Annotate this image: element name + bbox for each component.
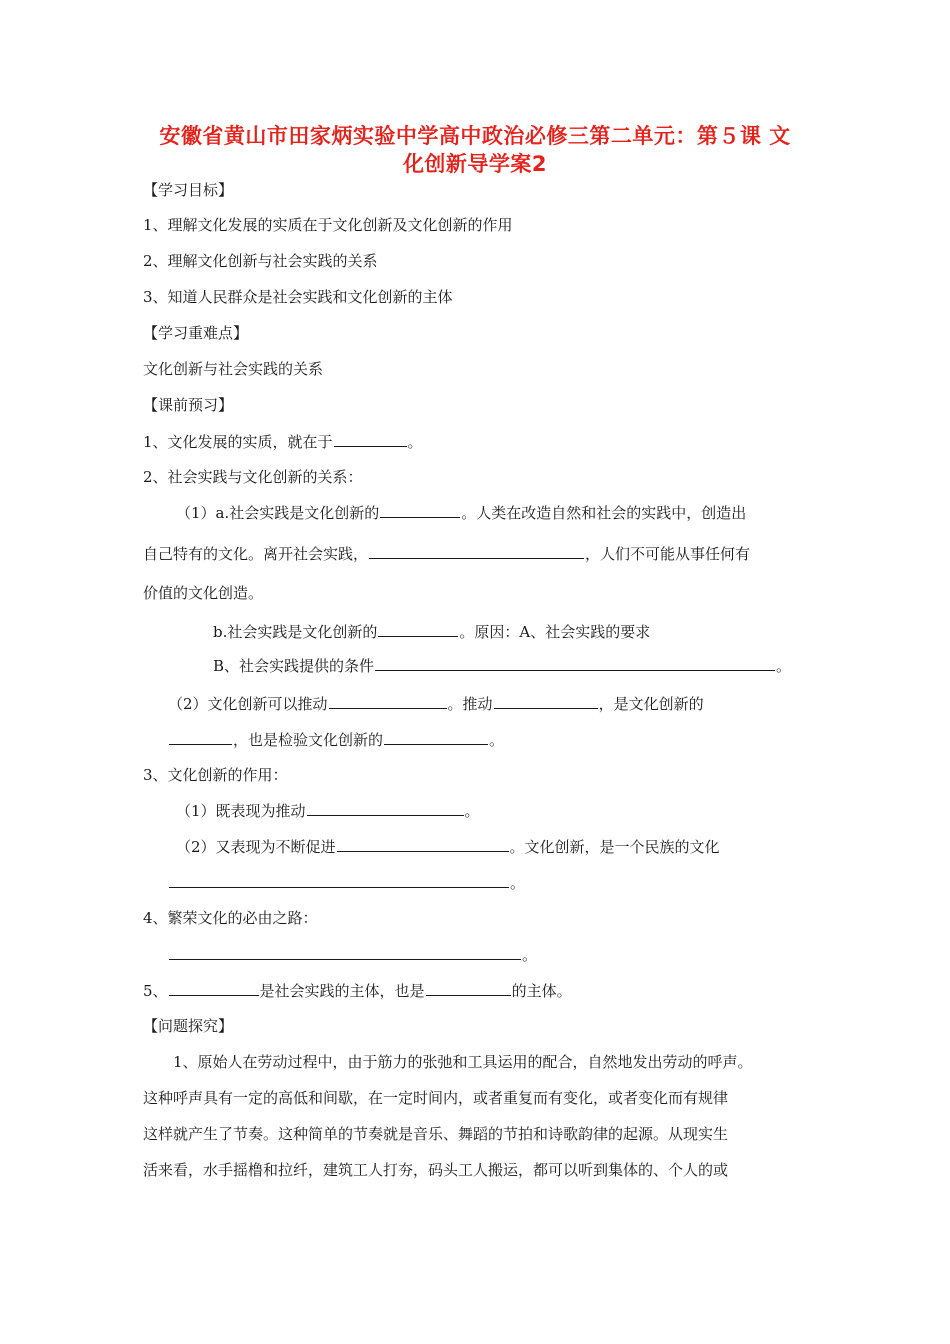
question-text: 。推动 (447, 695, 493, 713)
question-text: 5、 (143, 982, 168, 1000)
paragraph-line: 活来看，水手摇橹和拉纤，建筑工人打夯，码头工人搬运，都可以听到集体的、个人的或 (143, 1161, 729, 1179)
objectives-heading: 【学习目标】 (143, 181, 234, 199)
answer-blank[interactable] (169, 980, 259, 996)
answer-blank[interactable] (169, 729, 232, 745)
explore-heading: 【问题探究】 (143, 1017, 234, 1035)
question-3-1 (176, 800, 480, 821)
objective-item: 3、知道人民群众是社会实践和文化创新的主体 (143, 288, 453, 306)
question-text: ，人们不可能从事任何有 (585, 545, 751, 563)
objective-item: 2、理解文化创新与社会实践的关系 (143, 252, 378, 270)
question-text: ，是文化创新的 (598, 695, 704, 713)
question-text: B、社会实践提供的条件 (213, 657, 375, 675)
question-4-line-2 (168, 944, 537, 965)
answer-blank[interactable] (380, 502, 460, 518)
question-text: 。 (510, 874, 526, 892)
answer-blank[interactable] (369, 543, 584, 559)
paragraph-line: 这种呼声具有一定的高低和间歇，在一定时间内，或者重复而有变化，或者变化而有规律 (143, 1089, 729, 1107)
question-text: （1）a.社会实践是文化创新的 (176, 504, 380, 522)
answer-blank[interactable] (169, 872, 509, 888)
paragraph-line: 1、原始人在劳动过程中，由于筋力的张弛和工具运用的配合，自然地发出劳动的呼声。 (143, 1053, 753, 1071)
objective-item: 1、理解文化发展的实质在于文化创新及文化创新的作用 (143, 216, 513, 234)
question-2a (176, 502, 746, 523)
question-1 (143, 431, 423, 452)
question-text: 自己特有的文化。离开社会实践， (143, 545, 369, 563)
question-text: ，也是检验文化创新的 (233, 731, 384, 749)
answer-blank[interactable] (334, 431, 407, 447)
document-title (130, 122, 820, 178)
question-4-heading: 4、繁荣文化的必由之路： (143, 909, 318, 927)
question-text: 。 (407, 433, 423, 451)
title-line-2: 化创新导学案2 (402, 152, 548, 176)
answer-blank[interactable] (384, 729, 488, 745)
question-2-2 (168, 693, 704, 714)
question-text: 。 (489, 731, 505, 749)
question-text: 是社会实践的主体，也是 (259, 982, 425, 1000)
answer-blank[interactable] (307, 800, 464, 816)
question-text: 1、文化发展的实质，就在于 (143, 433, 333, 451)
question-text: 。文化创新，是一个民族的文化 (509, 838, 720, 856)
question-2a-line-3: 价值的文化创造。 (143, 584, 264, 602)
explore-paragraph (143, 1052, 809, 1196)
question-2b-B (213, 655, 791, 676)
question-text: （1）既表现为推动 (176, 802, 306, 820)
question-text: b.社会实践是文化创新的 (213, 623, 378, 641)
question-2-heading: 2、社会实践与文化创新的关系： (143, 468, 363, 486)
title-line-1: 安徽省黄山市田家炳实验中学高中政治必修三第二单元：第５课 文 (159, 124, 791, 148)
question-text: 。 (522, 946, 538, 964)
answer-blank[interactable] (169, 944, 521, 960)
question-3-2-line-2 (168, 872, 525, 893)
question-5 (143, 980, 572, 1001)
answer-blank[interactable] (378, 621, 458, 637)
answer-blank[interactable] (329, 693, 447, 709)
question-3-2 (176, 836, 720, 857)
answer-blank[interactable] (337, 836, 509, 852)
keypoints-heading: 【学习重难点】 (143, 324, 249, 342)
question-3-heading: 3、文化创新的作用： (143, 766, 288, 784)
question-text: 。原因：A、社会实践的要求 (459, 623, 651, 641)
question-2-2-line-2 (168, 729, 504, 750)
preview-heading: 【课前预习】 (143, 396, 234, 414)
question-text: 的主体。 (511, 982, 572, 1000)
keypoint-text: 文化创新与社会实践的关系 (143, 360, 324, 378)
question-text: （2）文化创新可以推动 (168, 695, 328, 713)
question-text: 。人类在改造自然和社会的实践中，创造出 (461, 504, 747, 522)
paragraph-line: 这样就产生了节奏。这种简单的节奏就是音乐、舞蹈的节拍和诗歌韵律的起源。从现实生 (143, 1125, 729, 1143)
answer-blank[interactable] (375, 655, 775, 671)
question-text: 。 (464, 802, 480, 820)
answer-blank[interactable] (494, 693, 598, 709)
question-2b (213, 621, 650, 642)
answer-blank[interactable] (426, 980, 511, 996)
question-text: 。 (776, 657, 792, 675)
question-text: （2）又表现为不断促进 (176, 838, 336, 856)
question-2a-line-2 (143, 543, 750, 564)
